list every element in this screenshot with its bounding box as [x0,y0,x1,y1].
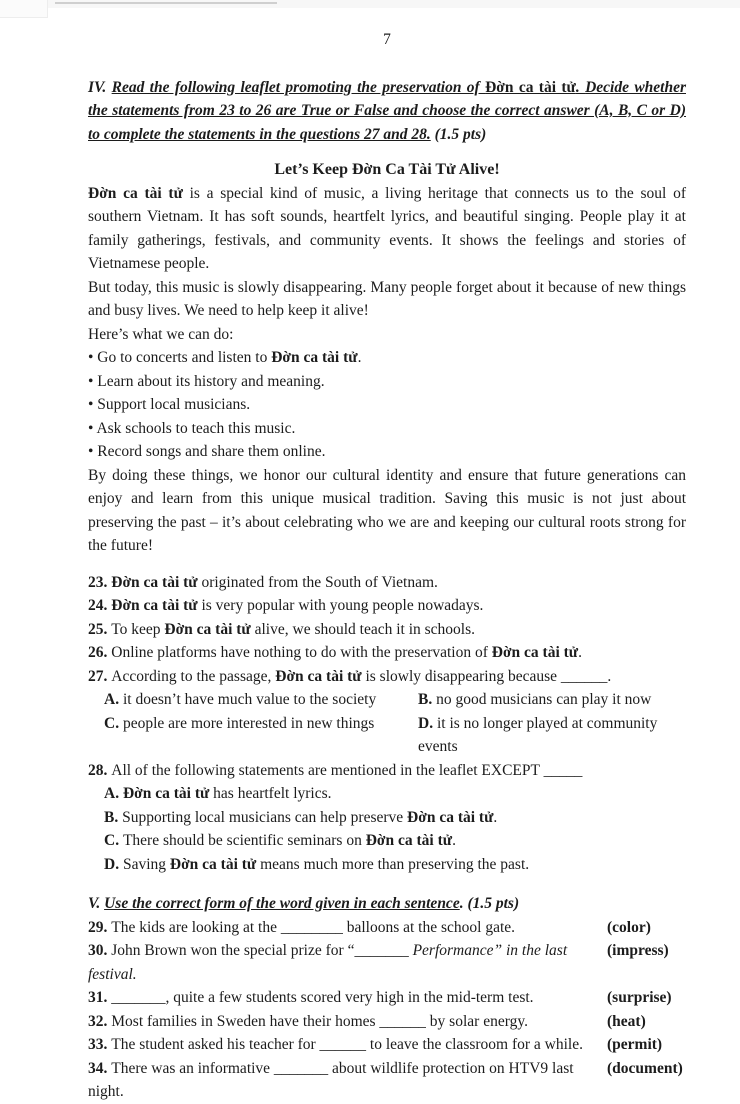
option-27-b [418,688,686,712]
question-26 [88,641,686,665]
text-segment: 25. [88,620,112,638]
word-form-sentence [88,1010,607,1034]
word-form-item-30 [88,939,686,986]
text-segment: The kids are looking at the ________ balloons at the school gate. [111,918,516,936]
section-5-heading [88,892,686,916]
option-28-c [88,829,686,853]
text-segment: There should be scientific seminars on [122,832,366,849]
word-form-sentence [88,939,607,986]
text-segment: . [578,644,582,661]
question-25 [88,618,686,642]
text-segment: Đờn ca tài tử [407,808,494,826]
text-segment: . [459,895,468,912]
text-segment: • Learn about its history and meaning. [88,372,325,390]
option-27-c [104,712,418,759]
text-segment: 29. [88,918,112,936]
leaflet-bullet-list [88,346,686,464]
true-false-questions [88,571,686,665]
text-segment: All of the following statements are mentioned in the leaflet EXCEPT _____ [111,761,583,779]
text-segment: 26. [88,644,112,661]
text-segment: • Record songs and share them online. [88,443,326,460]
text-segment: . [493,808,498,826]
word-hint: (color) [607,918,651,936]
text-segment: Use the correct form of the word given in each sentence [104,895,460,912]
question-28-options [88,782,686,876]
text-segment: no good musicians can play it now [436,691,652,708]
leaflet-paragraph-2 [88,276,686,323]
text-segment: . [452,832,456,849]
text-segment: 33. [88,1036,112,1053]
text-segment: • Go to concerts and listen to [88,349,272,366]
text-segment: Most families in Sweden have their homes ______ by solar energy. [111,1012,528,1030]
text-segment: D. [418,714,437,732]
text-segment: Read the following leaflet promoting the preservation of [111,78,486,96]
option-28-a [88,782,686,806]
section-4-heading [88,76,686,147]
text-segment: is a special kind of music, a living heritage that connects us to the soul of southern Vietnam. It has soft sounds, heartfelt lyrics, and beautiful singing. People play it at family gatherings, festivals, and community events. It shows the feelings and stories of Vietnamese people. [88,184,686,272]
word-form-item-32 [88,1010,686,1034]
text-segment: D. [104,855,123,873]
text-segment: But today, this music is slowly disappearing. Many people forget about it because of new things and busy lives. We need to help keep it alive! [88,278,686,319]
word-form-item-34 [88,1057,686,1104]
text-segment: Online platforms have nothing to do with the preservation of [111,644,492,661]
word-form-sentence [88,1057,607,1104]
bullet-item [88,393,686,417]
leaflet-list-intro [88,323,686,347]
text-segment: Đờn ca tài tử [365,832,453,849]
word-hint: (heat) [607,1012,646,1030]
leaflet-paragraph-1 [88,182,686,276]
text-segment: alive, we should teach it in schools. [250,620,476,638]
bullet-item [88,440,686,464]
text-segment: Đờn ca tài tử [111,597,198,614]
text-segment: Performance” in the last festival. [88,942,568,983]
text-segment: John Brown won the special prize for “_______ [111,942,413,959]
word-form-item-29 [88,916,686,940]
text-segment: • Ask schools to teach this music. [88,419,296,437]
text-segment: originated from the South of Vietnam. [197,573,438,591]
text-segment: A. [104,785,123,802]
text-segment: 31. [88,989,112,1006]
question-24 [88,594,686,618]
text-segment: 30. [88,942,112,959]
word-form-sentence [88,1033,607,1057]
word-hint: (surprise) [607,989,672,1006]
text-segment: Đờn ca tài tử [169,855,257,873]
text-segment: A. [104,691,123,708]
option-27-a [104,688,418,712]
option-28-d [88,853,686,877]
text-segment: (1.5 pts) [467,895,520,912]
text-segment: is very popular with young people nowadays. [197,597,484,614]
text-segment: Here’s what we can do: [88,325,234,343]
text-segment: Supporting local musicians can help preserve [122,808,408,826]
text-segment: To keep [111,620,165,638]
text-segment: 34. [88,1059,112,1077]
text-segment: Đờn ca tài tử [275,667,362,685]
text-segment: Đờn ca tài tử [88,184,183,202]
text-segment: people are more interested in new things [122,714,375,732]
text-segment: V. [88,895,105,912]
text-segment: Đờn ca tài tử [271,349,358,366]
text-segment: Đờn ca tài tử [485,78,576,96]
text-segment: By doing these things, we honor our cultural identity and ensure that future generations can enjoy and learn from this unique musical tradition. Saving this music is not just about preserving the past – it’s about celebrating who we are and keeping our cultural roots strong for the future! [88,466,686,554]
text-segment: • Support local musicians. [88,396,251,413]
text-segment: C. [104,832,123,849]
text-segment: has heartfelt lyrics. [209,785,332,802]
section-5 [88,892,686,1104]
option-28-b [88,806,686,830]
text-segment: . [575,78,586,96]
text-segment: According to the passage, [111,667,276,685]
word-form-item-33 [88,1033,686,1057]
text-segment: it is no longer played at community events [418,714,658,755]
word-hint: (impress) [607,942,669,959]
question-23 [88,571,686,595]
text-segment: (1.5 pts) [430,125,487,143]
text-segment: 32. [88,1012,112,1030]
page-number: 7 [383,31,391,48]
text-segment: B. [418,691,437,708]
bullet-item [88,346,686,370]
text-segment: _______, quite a few students scored very high in the mid-term test. [111,989,534,1006]
leaflet-closing-paragraph [88,464,686,558]
text-segment: 24. [88,597,112,614]
question-27-stem [88,665,686,689]
leaflet-title: Let’s Keep Đờn Ca Tài Tử Alive! [274,161,500,178]
option-27-d [418,712,686,759]
text-segment: 27. [88,667,112,685]
word-form-sentence [88,916,607,940]
text-segment: C. [104,714,123,732]
text-segment: Đờn ca tài tử [111,573,198,591]
text-segment: There was an informative _______ about wildlife protection on HTV9 last night. [88,1059,574,1100]
text-segment: Đờn ca tài tử [122,785,210,802]
question-28-stem [88,759,686,783]
text-segment: The student asked his teacher for ______ to leave the classroom for a while. [111,1036,583,1053]
text-segment: IV. [88,78,112,96]
bullet-item [88,417,686,441]
text-segment: is slowly disappearing because ______. [361,667,612,685]
text-segment: B. [104,808,123,826]
text-segment: means much more than preserving the past. [256,855,530,873]
text-segment: 28. [88,761,112,779]
text-segment: it doesn’t have much value to the society [122,691,377,708]
word-form-item-31 [88,986,686,1010]
word-hint: (document) [607,1059,683,1077]
text-segment: Đờn ca tài tử [164,620,251,638]
word-hint: (permit) [607,1036,663,1053]
question-27-options [88,688,686,759]
text-segment: Decide whether the statements from 23 to 26 are True or False and choose the correct answer (A, B, C or D) to complete the statements in the questions 27 and 28. [88,78,686,143]
bullet-item [88,370,686,394]
text-segment: . [357,349,362,366]
text-segment: Đờn ca tài tử [491,644,579,661]
word-form-sentence [88,986,607,1010]
text-segment: 23. [88,573,112,591]
text-segment: Saving [122,855,170,873]
